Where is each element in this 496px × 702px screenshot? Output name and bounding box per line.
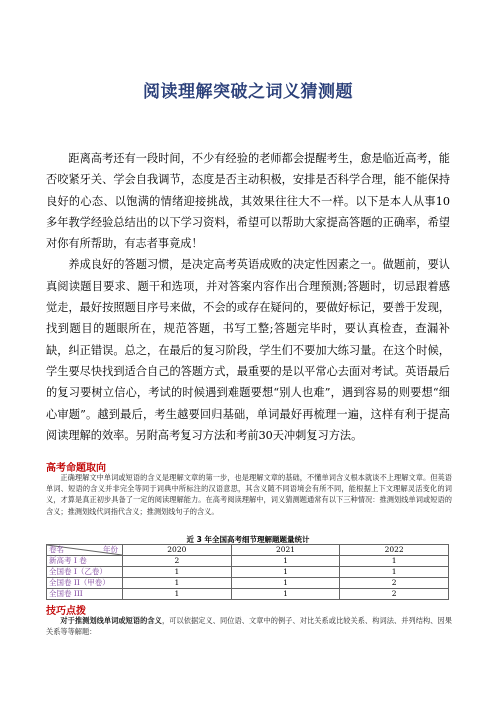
stats-table bbox=[46, 544, 449, 600]
row-header: 全国卷 I（乙卷） bbox=[47, 567, 123, 578]
corner-col-label: 年份 bbox=[103, 545, 118, 554]
table-cell: 1 bbox=[123, 589, 232, 600]
section-heading: 技巧点拨 bbox=[46, 606, 86, 617]
row-header: 新高考 I 卷 bbox=[47, 556, 123, 567]
year-header: 2021 bbox=[231, 545, 340, 556]
table-row bbox=[47, 578, 449, 589]
document-title: 阅读理解突破之词义猜测题 bbox=[143, 82, 353, 102]
table-cell: 1 bbox=[123, 567, 232, 578]
year-header: 2020 bbox=[123, 545, 232, 556]
table-caption: 近 3 年全国高考细节理解题题量统计 bbox=[186, 535, 310, 544]
section-text bbox=[46, 472, 452, 517]
row-header: 全国卷 II（甲卷） bbox=[47, 578, 123, 589]
table-row bbox=[47, 556, 449, 567]
section-heading: 高考命题取向 bbox=[46, 463, 106, 474]
paragraph: 距离高考还有一段时间，不少有经验的老师都会提醒考生，愈是临近高考，能否咬紧牙关、学会自我调节，态度是否主动积极，安排是否科学合理，能不能保持良好的心态、以饱满的情绪迎接挑战，其效果往往大不一样。以下是本人从事10多年教学经验总结出的以下学习资料，希望可以帮助大家提高答题的正确率，希望对你有所帮助，有志者事竟成！ bbox=[46, 152, 450, 251]
table-row bbox=[47, 567, 449, 578]
table-cell: 1 bbox=[231, 556, 340, 567]
corner-row-label: 卷名 bbox=[49, 545, 64, 554]
table-cell: 1 bbox=[123, 578, 232, 589]
table-cell: 2 bbox=[340, 589, 449, 600]
table-corner-cell bbox=[47, 545, 123, 556]
table-row bbox=[47, 589, 449, 600]
table-cell: 1 bbox=[340, 556, 449, 567]
row-header: 全国卷 III bbox=[47, 589, 123, 600]
section-paragraph: 正确理解文中单词或短语的含义是理解文章的第一步，也是理解文章的基础，不懂单词含义根本就谈不上理解文章。但英语单词、短语的含义并非完全等同于词典中所标注的汉语意思，其含义随不同语境会有所不同，能根据上下文理解灵活变化的词义，才算是真正初步具备了一定的阅读理解能力。在高考阅读理解中，词义猜测题通常有以下三种情况：推测划线单词或短语的含义；推测划线代词指代含义；推测划线句子的含义。 bbox=[46, 473, 452, 516]
table-cell: 1 bbox=[231, 578, 340, 589]
table-cell: 1 bbox=[231, 567, 340, 578]
section-text bbox=[46, 615, 452, 637]
table-cell: 1 bbox=[231, 589, 340, 600]
table-cell: 1 bbox=[340, 567, 449, 578]
document-body bbox=[46, 148, 450, 446]
section-paragraph bbox=[46, 615, 452, 637]
year-header: 2022 bbox=[340, 545, 449, 556]
table-cell: 2 bbox=[340, 578, 449, 589]
section-paragraph-rest: ，可以依据定义、同位语、文章中的例子、对比关系或比较关系、构词法、并列结构、因果关系等等解题： bbox=[46, 616, 452, 637]
table-cell: 2 bbox=[123, 556, 232, 567]
paragraph: 养成良好的答题习惯，是决定高考英语成败的决定性因素之一。做题前，要认真阅读题目要求、题干和选项，并对答案内容作出合理预测;答题时，切忌跟着感觉走，最好按照题目序号来做，不会的或存在疑问的，要做好标记，要善于发现，找到题目的题眼所在，规范答题，书写工整;答题完毕时，要认真检查，查漏补缺，纠正错误。总之，在最后的复习阶段，学生们不要加大练习量。在这个时候，学生要尽快找到适合自己的答题方式，最重要的是以平常心去面对考试。英语最后的复习要树立信心，考试的时候遇到难题要想“别人也难”，遇到容易的则要想“细心审题”。越到最后，考生越要回归基础，单词最好再梳理一遍，这样有利于提高阅读理解的效率。另附高考复习方法和考前30天冲刺复习方法。 bbox=[46, 258, 450, 442]
table-header-row bbox=[47, 545, 449, 556]
bold-lead: 对于推测划线单词或短语的含义 bbox=[60, 616, 162, 625]
